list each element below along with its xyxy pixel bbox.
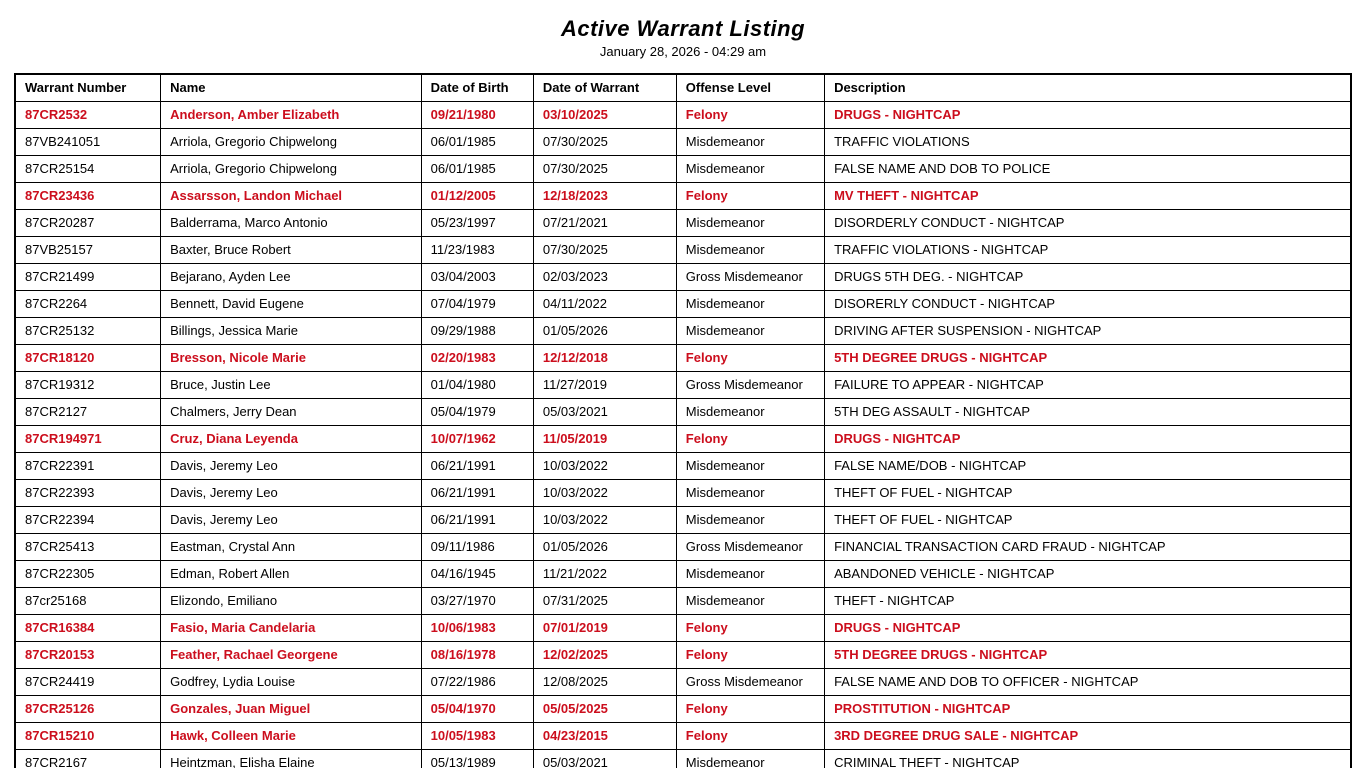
date-of-warrant-cell: 12/18/2023 <box>533 183 676 210</box>
table-row <box>15 237 1351 264</box>
name-cell: Heintzman, Elisha Elaine <box>161 750 422 768</box>
name-cell: Chalmers, Jerry Dean <box>161 399 422 426</box>
table-row <box>15 318 1351 345</box>
offense-level-cell: Misdemeanor <box>676 453 824 480</box>
warrant-number-cell: 87cr25168 <box>15 588 161 615</box>
name-cell: Bresson, Nicole Marie <box>161 345 422 372</box>
name-cell: Davis, Jeremy Leo <box>161 480 422 507</box>
date-of-birth-cell: 06/01/1985 <box>421 156 533 183</box>
warrant-number-cell: 87CR21499 <box>15 264 161 291</box>
date-of-birth-cell: 06/21/1991 <box>421 480 533 507</box>
date-of-birth-cell: 05/04/1970 <box>421 696 533 723</box>
table-row <box>15 210 1351 237</box>
description-cell: FALSE NAME/DOB - NIGHTCAP <box>825 453 1351 480</box>
name-cell: Bruce, Justin Lee <box>161 372 422 399</box>
table-row <box>15 129 1351 156</box>
offense-level-cell: Felony <box>676 345 824 372</box>
description-cell: THEFT - NIGHTCAP <box>825 588 1351 615</box>
warrant-number-cell: 87CR25132 <box>15 318 161 345</box>
name-cell: Cruz, Diana Leyenda <box>161 426 422 453</box>
date-of-warrant-cell: 04/11/2022 <box>533 291 676 318</box>
description-cell: FALSE NAME AND DOB TO POLICE <box>825 156 1351 183</box>
date-of-warrant-cell: 12/02/2025 <box>533 642 676 669</box>
description-cell: DRUGS 5TH DEG. - NIGHTCAP <box>825 264 1351 291</box>
warrant-number-cell: 87CR19312 <box>15 372 161 399</box>
date-of-warrant-cell: 10/03/2022 <box>533 480 676 507</box>
table-row <box>15 291 1351 318</box>
date-of-warrant-cell: 07/31/2025 <box>533 588 676 615</box>
warrant-number-cell: 87CR22305 <box>15 561 161 588</box>
name-cell: Gonzales, Juan Miguel <box>161 696 422 723</box>
date-of-birth-cell: 06/21/1991 <box>421 453 533 480</box>
table-row <box>15 561 1351 588</box>
table-row <box>15 453 1351 480</box>
offense-level-cell: Felony <box>676 102 824 129</box>
date-of-warrant-cell: 01/05/2026 <box>533 534 676 561</box>
offense-level-cell: Misdemeanor <box>676 318 824 345</box>
date-of-warrant-cell: 02/03/2023 <box>533 264 676 291</box>
date-of-birth-cell: 09/29/1988 <box>421 318 533 345</box>
description-cell: DRUGS - NIGHTCAP <box>825 426 1351 453</box>
offense-level-cell: Misdemeanor <box>676 588 824 615</box>
name-cell: Edman, Robert Allen <box>161 561 422 588</box>
date-of-warrant-cell: 11/27/2019 <box>533 372 676 399</box>
offense-level-cell: Gross Misdemeanor <box>676 669 824 696</box>
date-of-warrant-cell: 07/01/2019 <box>533 615 676 642</box>
date-of-warrant-cell: 05/05/2025 <box>533 696 676 723</box>
name-cell: Godfrey, Lydia Louise <box>161 669 422 696</box>
offense-level-cell: Gross Misdemeanor <box>676 372 824 399</box>
date-of-birth-cell: 10/07/1962 <box>421 426 533 453</box>
date-of-warrant-cell: 07/21/2021 <box>533 210 676 237</box>
offense-level-cell: Misdemeanor <box>676 399 824 426</box>
date-of-birth-cell: 06/01/1985 <box>421 129 533 156</box>
date-of-warrant-cell: 12/08/2025 <box>533 669 676 696</box>
description-cell: CRIMINAL THEFT - NIGHTCAP <box>825 750 1351 768</box>
table-row <box>15 507 1351 534</box>
date-of-birth-cell: 11/23/1983 <box>421 237 533 264</box>
date-of-warrant-cell: 10/03/2022 <box>533 453 676 480</box>
warrant-number-cell: 87CR22394 <box>15 507 161 534</box>
name-cell: Elizondo, Emiliano <box>161 588 422 615</box>
date-of-birth-cell: 05/23/1997 <box>421 210 533 237</box>
description-cell: 5TH DEGREE DRUGS - NIGHTCAP <box>825 345 1351 372</box>
table-row <box>15 534 1351 561</box>
date-of-birth-cell: 02/20/1983 <box>421 345 533 372</box>
warrant-number-cell: 87CR22391 <box>15 453 161 480</box>
date-of-birth-cell: 03/27/1970 <box>421 588 533 615</box>
description-cell: TRAFFIC VIOLATIONS <box>825 129 1351 156</box>
name-cell: Billings, Jessica Marie <box>161 318 422 345</box>
table-row <box>15 750 1351 768</box>
warrant-number-cell: 87CR2127 <box>15 399 161 426</box>
warrant-table-body <box>15 102 1351 768</box>
date-of-warrant-cell: 12/12/2018 <box>533 345 676 372</box>
table-row <box>15 156 1351 183</box>
warrant-number-cell: 87CR25126 <box>15 696 161 723</box>
table-row <box>15 372 1351 399</box>
name-cell: Eastman, Crystal Ann <box>161 534 422 561</box>
description-cell: THEFT OF FUEL - NIGHTCAP <box>825 480 1351 507</box>
offense-level-cell: Misdemeanor <box>676 507 824 534</box>
date-of-warrant-cell: 04/23/2015 <box>533 723 676 750</box>
column-header-date-of-warrant: Date of Warrant <box>533 74 676 102</box>
offense-level-cell: Felony <box>676 723 824 750</box>
date-of-birth-cell: 07/22/1986 <box>421 669 533 696</box>
warrant-number-cell: 87CR15210 <box>15 723 161 750</box>
offense-level-cell: Gross Misdemeanor <box>676 264 824 291</box>
offense-level-cell: Felony <box>676 642 824 669</box>
date-of-birth-cell: 05/13/1989 <box>421 750 533 768</box>
table-row <box>15 345 1351 372</box>
date-of-birth-cell: 01/12/2005 <box>421 183 533 210</box>
date-of-birth-cell: 06/21/1991 <box>421 507 533 534</box>
date-of-birth-cell: 07/04/1979 <box>421 291 533 318</box>
column-header-date-of-birth: Date of Birth <box>421 74 533 102</box>
name-cell: Baxter, Bruce Robert <box>161 237 422 264</box>
warrant-number-cell: 87CR2532 <box>15 102 161 129</box>
table-row <box>15 480 1351 507</box>
description-cell: 3RD DEGREE DRUG SALE - NIGHTCAP <box>825 723 1351 750</box>
name-cell: Bejarano, Ayden Lee <box>161 264 422 291</box>
header-row <box>15 74 1351 102</box>
table-row <box>15 264 1351 291</box>
table-row <box>15 615 1351 642</box>
date-of-birth-cell: 04/16/1945 <box>421 561 533 588</box>
name-cell: Arriola, Gregorio Chipwelong <box>161 129 422 156</box>
offense-level-cell: Felony <box>676 183 824 210</box>
column-header-description: Description <box>825 74 1351 102</box>
offense-level-cell: Misdemeanor <box>676 750 824 768</box>
description-cell: DISORDERLY CONDUCT - NIGHTCAP <box>825 210 1351 237</box>
table-row <box>15 588 1351 615</box>
name-cell: Arriola, Gregorio Chipwelong <box>161 156 422 183</box>
name-cell: Bennett, David Eugene <box>161 291 422 318</box>
date-of-birth-cell: 09/21/1980 <box>421 102 533 129</box>
page-title: Active Warrant Listing <box>560 16 806 41</box>
description-cell: DRUGS - NIGHTCAP <box>825 102 1351 129</box>
description-cell: ABANDONED VEHICLE - NIGHTCAP <box>825 561 1351 588</box>
date-of-warrant-cell: 05/03/2021 <box>533 399 676 426</box>
table-row <box>15 669 1351 696</box>
offense-level-cell: Misdemeanor <box>676 237 824 264</box>
table-row <box>15 399 1351 426</box>
report-timestamp: January 28, 2026 - 04:29 am <box>599 44 767 59</box>
table-row <box>15 183 1351 210</box>
description-cell: THEFT OF FUEL - NIGHTCAP <box>825 507 1351 534</box>
date-of-birth-cell: 01/04/1980 <box>421 372 533 399</box>
name-cell: Davis, Jeremy Leo <box>161 507 422 534</box>
name-cell: Assarsson, Landon Michael <box>161 183 422 210</box>
date-of-warrant-cell: 07/30/2025 <box>533 156 676 183</box>
date-of-birth-cell: 09/11/1986 <box>421 534 533 561</box>
table-row <box>15 426 1351 453</box>
description-cell: FAILURE TO APPEAR - NIGHTCAP <box>825 372 1351 399</box>
date-of-warrant-cell: 07/30/2025 <box>533 129 676 156</box>
offense-level-cell: Gross Misdemeanor <box>676 534 824 561</box>
name-cell: Davis, Jeremy Leo <box>161 453 422 480</box>
offense-level-cell: Felony <box>676 696 824 723</box>
name-cell: Feather, Rachael Georgene <box>161 642 422 669</box>
description-cell: DRUGS - NIGHTCAP <box>825 615 1351 642</box>
warrant-number-cell: 87CR20287 <box>15 210 161 237</box>
column-header-warrant-number: Warrant Number <box>15 74 161 102</box>
date-of-warrant-cell: 11/21/2022 <box>533 561 676 588</box>
warrant-table-header <box>15 74 1351 102</box>
date-of-warrant-cell: 11/05/2019 <box>533 426 676 453</box>
offense-level-cell: Misdemeanor <box>676 210 824 237</box>
date-of-birth-cell: 03/04/2003 <box>421 264 533 291</box>
offense-level-cell: Felony <box>676 615 824 642</box>
date-of-birth-cell: 08/16/1978 <box>421 642 533 669</box>
warrant-number-cell: 87CR16384 <box>15 615 161 642</box>
date-of-warrant-cell: 10/03/2022 <box>533 507 676 534</box>
description-cell: FALSE NAME AND DOB TO OFFICER - NIGHTCAP <box>825 669 1351 696</box>
warrant-number-cell: 87VB241051 <box>15 129 161 156</box>
offense-level-cell: Felony <box>676 426 824 453</box>
date-of-warrant-cell: 03/10/2025 <box>533 102 676 129</box>
name-cell: Fasio, Maria Candelaria <box>161 615 422 642</box>
warrant-number-cell: 87CR2264 <box>15 291 161 318</box>
warrant-number-cell: 87VB25157 <box>15 237 161 264</box>
date-of-warrant-cell: 07/30/2025 <box>533 237 676 264</box>
description-cell: FINANCIAL TRANSACTION CARD FRAUD - NIGHTCAP <box>825 534 1351 561</box>
warrant-number-cell: 87CR25413 <box>15 534 161 561</box>
column-header-name: Name <box>161 74 422 102</box>
warrant-number-cell: 87CR25154 <box>15 156 161 183</box>
name-cell: Hawk, Colleen Marie <box>161 723 422 750</box>
offense-level-cell: Misdemeanor <box>676 156 824 183</box>
description-cell: 5TH DEGREE DRUGS - NIGHTCAP <box>825 642 1351 669</box>
name-cell: Balderrama, Marco Antonio <box>161 210 422 237</box>
warrant-number-cell: 87CR24419 <box>15 669 161 696</box>
warrant-number-cell: 87CR23436 <box>15 183 161 210</box>
offense-level-cell: Misdemeanor <box>676 480 824 507</box>
table-row <box>15 696 1351 723</box>
date-of-birth-cell: 10/06/1983 <box>421 615 533 642</box>
date-of-warrant-cell: 01/05/2026 <box>533 318 676 345</box>
description-cell: TRAFFIC VIOLATIONS - NIGHTCAP <box>825 237 1351 264</box>
offense-level-cell: Misdemeanor <box>676 291 824 318</box>
column-header-offense-level: Offense Level <box>676 74 824 102</box>
description-cell: DISORERLY CONDUCT - NIGHTCAP <box>825 291 1351 318</box>
date-of-birth-cell: 05/04/1979 <box>421 399 533 426</box>
warrant-number-cell: 87CR194971 <box>15 426 161 453</box>
table-row <box>15 723 1351 750</box>
date-of-birth-cell: 10/05/1983 <box>421 723 533 750</box>
warrant-number-cell: 87CR2167 <box>15 750 161 768</box>
description-cell: 5TH DEG ASSAULT - NIGHTCAP <box>825 399 1351 426</box>
warrant-number-cell: 87CR18120 <box>15 345 161 372</box>
name-cell: Anderson, Amber Elizabeth <box>161 102 422 129</box>
description-cell: DRIVING AFTER SUSPENSION - NIGHTCAP <box>825 318 1351 345</box>
description-cell: PROSTITUTION - NIGHTCAP <box>825 696 1351 723</box>
description-cell: MV THEFT - NIGHTCAP <box>825 183 1351 210</box>
offense-level-cell: Misdemeanor <box>676 129 824 156</box>
warrant-number-cell: 87CR22393 <box>15 480 161 507</box>
warrant-table <box>14 73 1352 768</box>
warrant-number-cell: 87CR20153 <box>15 642 161 669</box>
date-of-warrant-cell: 05/03/2021 <box>533 750 676 768</box>
table-row <box>15 642 1351 669</box>
offense-level-cell: Misdemeanor <box>676 561 824 588</box>
table-row <box>15 102 1351 129</box>
